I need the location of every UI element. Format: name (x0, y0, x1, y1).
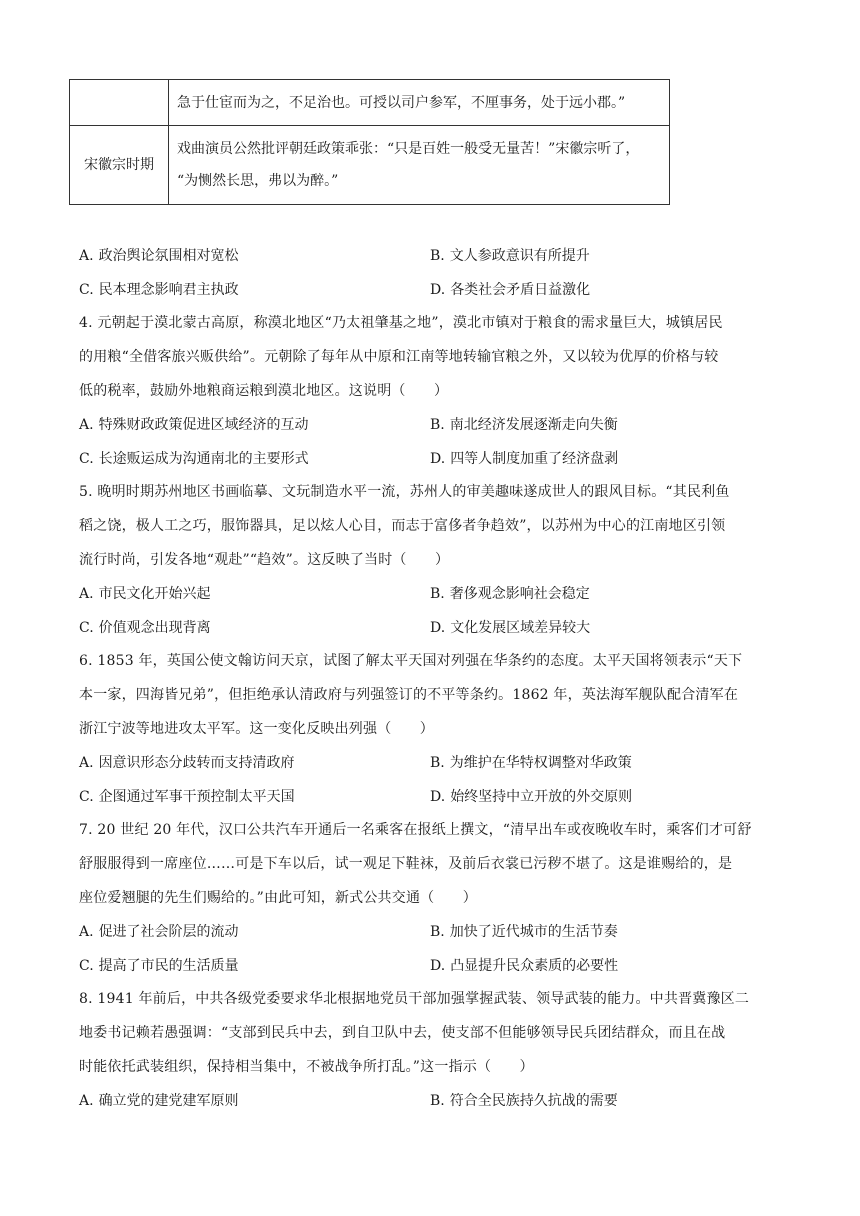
q3-options-row-1 (79, 244, 779, 268)
q3-option-b[interactable]: B. 文人参政意识有所提升 (430, 248, 590, 264)
q3-option-d[interactable]: D. 各类社会矛盾日益激化 (430, 282, 591, 298)
stem-line: 稻之饶，极人工之巧，服饰器具，足以炫人心目，而志于富侈者争趋效”，以苏州为中心的江南地区引领 (79, 518, 726, 534)
stem-line: 低的税率，鼓励外地粮商运粮到漠北地区。这说明（ ） (79, 383, 449, 399)
q7-option-a[interactable]: A. 促进了社会阶层的流动 (79, 924, 239, 940)
stem-line: 6. 1853 年，英国公使文翰访问天京，试图了解太平天国对列强在华条约的态度。太平天国将领表示“天下 (79, 653, 743, 669)
table-content-cell (169, 126, 670, 205)
q8-option-a[interactable]: A. 确立党的建党建军原则 (79, 1093, 239, 1109)
q5-stem (79, 475, 779, 577)
stem-line: 座位爱翘腿的先生们赐给的。”由此可知，新式公共交通（ ） (79, 890, 477, 906)
q3-option-c[interactable]: C. 民本理念影响君主执政 (79, 282, 239, 298)
q7-options-row-1 (79, 920, 779, 944)
q6-stem (79, 644, 779, 746)
stem-line: 时能依托武装组织，保持相当集中，不被战争所打乱。”这一指示（ ） (79, 1059, 534, 1075)
q6-options-row-2 (79, 785, 779, 809)
table-row (70, 126, 670, 205)
q6-option-c[interactable]: C. 企图通过军事干预控制太平天国 (79, 789, 295, 805)
stem-line: 7. 20 世纪 20 年代，汉口公共汽车开通后一名乘客在报纸上撰文，“清早出车或夜晚收车时，乘客们才可舒 (79, 822, 752, 838)
content-line: “为恻然长思，弗以为醉。” (177, 173, 339, 189)
q3-options-row-2 (79, 278, 779, 302)
q7-option-d[interactable]: D. 凸显提升民众素质的必要性 (430, 958, 619, 974)
stem-line: 流行时尚，引发各地“观赴”“趋效”。这反映了当时（ ） (79, 552, 450, 568)
table-period-cell (70, 126, 169, 205)
period-label: 宋徽宗时期 (84, 157, 154, 173)
stem-line: 8. 1941 年前后，中共各级党委要求华北根据地党员干部加强掌握武装、领导武装的能力。中共晋冀豫区二 (79, 991, 750, 1007)
stem-line: 5. 晚明时期苏州地区书画临摹、文玩制造水平一流，苏州人的审美趣味遂成世人的跟风目标。“其民利鱼 (79, 484, 730, 500)
q4-options-row-1 (79, 413, 779, 437)
q4-options-row-2 (79, 447, 779, 471)
q3-option-a[interactable]: A. 政治舆论氛围相对宽松 (79, 248, 239, 264)
q7-options-row-2 (79, 954, 779, 978)
reference-table (69, 79, 670, 205)
table-period-cell (70, 80, 169, 126)
q6-option-a[interactable]: A. 因意识形态分歧转而支持清政府 (79, 755, 295, 771)
q8-stem (79, 982, 779, 1084)
q8-options-row-1 (79, 1089, 779, 1113)
content-line: 戏曲演员公然批评朝廷政策乖张：“只是百姓一般受无量苦！”宋徽宗听了， (177, 141, 640, 157)
q5-option-d[interactable]: D. 文化发展区域差异较大 (430, 620, 591, 636)
q5-option-b[interactable]: B. 奢侈观念影响社会稳定 (430, 586, 590, 602)
stem-line: 浙江宁波等地进攻太平军。这一变化反映出列强（ ） (79, 721, 434, 737)
q6-option-b[interactable]: B. 为维护在华特权调整对华政策 (430, 755, 632, 771)
q7-stem (79, 813, 779, 915)
q7-option-b[interactable]: B. 加快了近代城市的生活节奏 (430, 924, 618, 940)
q5-options-row-2 (79, 616, 779, 640)
q4-stem (79, 306, 779, 408)
q4-option-d[interactable]: D. 四等人制度加重了经济盘剥 (430, 451, 619, 467)
q7-option-c[interactable]: C. 提高了市民的生活质量 (79, 958, 239, 974)
q5-option-a[interactable]: A. 市民文化开始兴起 (79, 586, 211, 602)
stem-line: 本一家，四海皆兄弟”，但拒绝承认清政府与列强签订的不平等条约。1862 年，英法海军舰队配合清军在 (79, 687, 739, 703)
stem-line: 舒服服得到一席座位……可是下车以后，试一观足下鞋袜，及前后衣裳已污秽不堪了。这是谁赐给的，是 (79, 856, 733, 872)
q4-option-c[interactable]: C. 长途贩运成为沟通南北的主要形式 (79, 451, 309, 467)
stem-line: 地委书记赖若愚强调：“支部到民兵中去，到自卫队中去，使支部不但能够领导民兵团结群众，而且在战 (79, 1025, 726, 1041)
q4-option-b[interactable]: B. 南北经济发展逐渐走向失衡 (430, 417, 618, 433)
q5-options-row-1 (79, 582, 779, 606)
stem-line: 的用粮“全借客旅兴贩供给”。元朝除了每年从中原和江南等地转输官粮之外，又以较为优厚的价格与较 (79, 349, 719, 365)
q4-option-a[interactable]: A. 特殊财政政策促进区域经济的互动 (79, 417, 309, 433)
q6-options-row-1 (79, 751, 779, 775)
q5-option-c[interactable]: C. 价值观念出现背离 (79, 620, 211, 636)
stem-line: 4. 元朝起于漠北蒙古高原，称漠北地区“乃太祖肇基之地”，漠北市镇对于粮食的需求量巨大，城镇居民 (79, 315, 723, 331)
table-content-cell: 急于仕宦而为之，不足治也。可授以司户参军，不厘事务，处于远小郡。” (169, 80, 670, 126)
q8-option-b[interactable]: B. 符合全民族持久抗战的需要 (430, 1093, 618, 1109)
q6-option-d[interactable]: D. 始终坚持中立开放的外交原则 (430, 789, 633, 805)
table-row (70, 80, 670, 126)
